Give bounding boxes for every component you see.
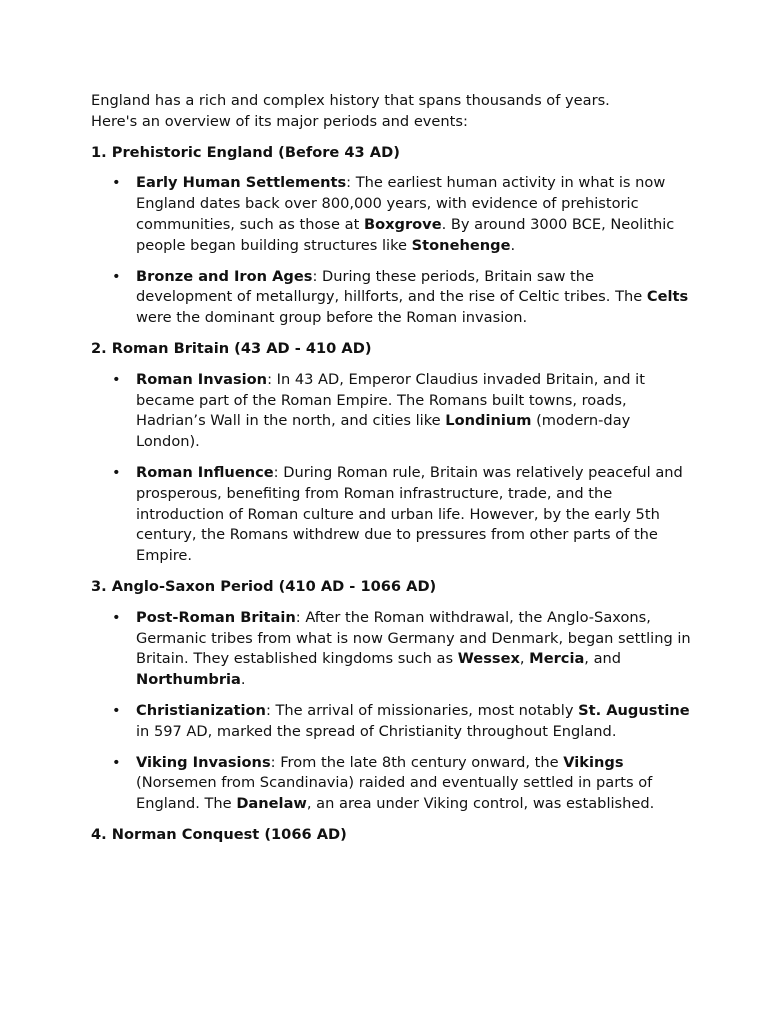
list-item	[91, 173, 691, 256]
section-heading: 1. Prehistoric England (Before 43 AD)	[91, 143, 400, 161]
list-item-text: .	[240, 671, 246, 689]
bullet-icon: •	[112, 701, 121, 719]
bullet-icon: •	[112, 370, 121, 388]
list-item-text: : From the late 8th century onward, the	[270, 753, 564, 771]
bold-term: Mercia	[529, 650, 585, 668]
list-item	[91, 267, 691, 329]
list-item-text: were the dominant group before the Roman invasion.	[136, 309, 528, 327]
bullet-icon: •	[112, 753, 121, 771]
intro-line: England has a rich and complex history that spans thousands of years.	[91, 92, 610, 109]
bold-term: Post-Roman Britain	[136, 608, 296, 626]
list-item-text: : During Roman rule, Britain was relatively peaceful and prosperous, benefiting from Roman infrastructure, trade, and the introduction of Roman culture and urban life. However, by the early 5th century, the Romans withdrew due to pressures from other parts of the Empire.	[136, 463, 683, 565]
list-item-text: .	[510, 236, 516, 254]
bold-term: Boxgrove	[363, 215, 442, 233]
bullet-icon: •	[112, 267, 121, 285]
intro-line: Here's an overview of its major periods and events:	[91, 112, 468, 130]
bold-term: Viking Invasions	[136, 753, 271, 771]
bullet-icon: •	[112, 174, 121, 192]
list-item-text: (modern-day London).	[136, 412, 631, 451]
bold-term: Early Human Settlements	[136, 174, 347, 192]
bold-term: Danelaw	[236, 795, 307, 813]
list-item-text: : In 43 AD, Emperor Claudius invaded Britain, and it became part of the Roman Empire. The Romans built towns, roads, Hadrian’s Wall in the north, and cities like	[136, 370, 645, 430]
bold-term: Wessex	[457, 650, 520, 668]
bold-term: Londinium	[445, 412, 532, 430]
list-item	[91, 370, 691, 453]
sections-container	[91, 143, 691, 846]
list-item-text: , an area under Viking control, was established.	[306, 795, 655, 813]
bold-term: Stonehenge	[411, 236, 511, 254]
bold-term: St. Augustine	[578, 701, 690, 719]
section-heading: 4. Norman Conquest (1066 AD)	[91, 825, 347, 843]
list-item	[91, 753, 691, 815]
section-heading: 2. Roman Britain (43 AD - 410 AD)	[91, 339, 372, 357]
bold-term: Northumbria	[136, 671, 241, 689]
list-item-text: : The earliest human activity in what is now England dates back over 800,000 years, with evidence of prehistoric communities, such as those at	[136, 174, 666, 233]
list-item-text: in 597 AD, marked the spread of Christianity throughout England.	[136, 722, 617, 740]
bold-term: Roman Invasion	[136, 370, 268, 388]
document-body	[91, 91, 691, 856]
section-heading: 3. Anglo-Saxon Period (410 AD - 1066 AD)	[91, 577, 437, 595]
bold-term: Celts	[646, 288, 689, 306]
list-item-text: ,	[519, 650, 530, 668]
list-item	[91, 608, 691, 691]
list-item-text: . By around 3000 BCE, Neolithic people began building structures like	[136, 215, 675, 254]
bullet-icon: •	[112, 608, 121, 626]
list-item-text: : During these periods, Britain saw the development of metallurgy, hillforts, and the rise of Celtic tribes. The	[136, 267, 647, 306]
bold-term: Bronze and Iron Ages	[136, 267, 313, 285]
list-item-text: , and	[584, 650, 622, 668]
intro-paragraph	[91, 91, 691, 133]
list-item-text: (Norsemen from Scandinavia) raided and eventually settled in parts of England. The	[136, 774, 653, 813]
list-item-text: : The arrival of missionaries, most notably	[265, 701, 579, 719]
list-item	[91, 463, 691, 567]
bullet-list	[91, 173, 691, 329]
bold-term: Roman Influence	[136, 463, 274, 481]
list-item	[91, 701, 691, 743]
bullet-list	[91, 608, 691, 815]
list-item-text: : After the Roman withdrawal, the Anglo-Saxons, Germanic tribes from what is now Germany and Denmark, began settling in Britain. They established kingdoms such as	[136, 608, 691, 668]
bullet-list	[91, 370, 691, 567]
bold-term: Vikings	[563, 753, 624, 771]
bold-term: Christianization	[136, 701, 266, 719]
bullet-icon: •	[112, 463, 121, 481]
